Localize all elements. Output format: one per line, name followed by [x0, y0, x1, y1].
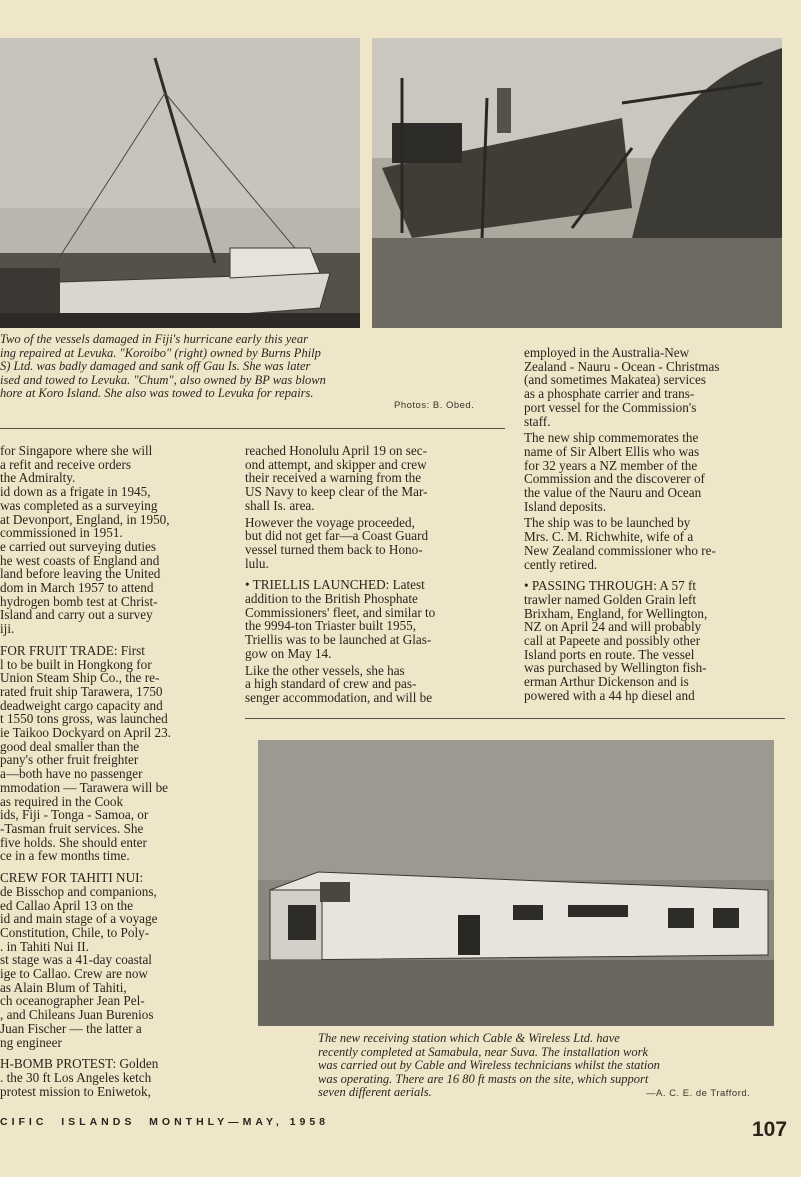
text-line: their received a warning from the [245, 470, 422, 486]
col2-para-triellis [245, 578, 505, 660]
text-line: protest mission to Eniwetok, [0, 1083, 151, 1099]
caption-line: hore at Koro Island. She also was towed to Levuka for repairs. [0, 386, 314, 401]
text-line: . the 30 ft Los Angeles ketch [0, 1069, 152, 1085]
caption-line: ised and towed to Levuka. "Chum", also owned by BP was blown [0, 372, 326, 387]
text-line: land before leaving the United [0, 566, 161, 582]
text-line: at Devonport, England, in 1950, [0, 511, 170, 527]
text-line: id down as a frigate in 1945, [0, 484, 151, 500]
text-line: pany's other fruit freighter [0, 752, 139, 768]
text-line: name of Sir Albert Ellis who was [524, 443, 700, 459]
text-line: as a phosphate carrier and trans- [524, 386, 695, 402]
caption-line: seven different aerials. [318, 1085, 432, 1100]
text-line: Mrs. C. M. Richwhite, wife of a [524, 529, 694, 545]
column-2 [245, 444, 505, 708]
text-line: trawler named Golden Grain left [524, 591, 697, 607]
col1-para-h-bomb [0, 1057, 226, 1098]
text-line: (and sometimes Makatea) services [524, 372, 706, 388]
page-number: 107 [752, 1118, 788, 1141]
text-line: . in Tahiti Nui II. [0, 938, 89, 954]
text-line: addition to the British Phosphate [245, 591, 418, 607]
text-line: a refit and receive orders [0, 456, 132, 472]
text-line: dom in March 1957 to attend [0, 580, 154, 596]
col3-para-passing-through [524, 579, 786, 702]
photo-chum-image [372, 38, 782, 328]
text-line: ce in a few months time. [0, 848, 130, 864]
text-line: • TRIELLIS LAUNCHED: Latest [245, 577, 425, 593]
text-line: a high standard of crew and pas- [245, 676, 417, 692]
text-line: Commissioners' fleet, and similar to [245, 604, 436, 620]
text-line: H-BOMB PROTEST: Golden [0, 1056, 159, 1072]
text-line: vessel turned them back to Hono- [245, 541, 423, 557]
text-line: port vessel for the Commission's [524, 399, 697, 415]
mid-rule [245, 718, 785, 719]
col1-para-tahiti-nui [0, 871, 226, 1049]
text-line: ond attempt, and skipper and crew [245, 456, 427, 472]
text-line: CREW FOR TAHITI NUI: [0, 870, 144, 886]
column-1 [0, 444, 226, 1101]
photo-koroibo-image [0, 38, 360, 328]
photo-receiving-station-image [258, 740, 774, 1026]
text-line: l to be built in Hongkong for [0, 656, 152, 672]
text-line: erman Arthur Dickenson and is [524, 674, 689, 690]
text-line: senger accommodation, and will be [245, 689, 433, 705]
text-line: ng engineer [0, 1034, 62, 1050]
text-line: the 9994-ton Triaster built 1955, [245, 618, 417, 634]
caption-line: recently completed at Samabula, near Suva. The installation work [318, 1044, 649, 1059]
text-line: he west coasts of England and [0, 552, 160, 568]
text-line: Constitution, Chile, to Poly- [0, 924, 150, 940]
text-line: Brixham, England, for Wellington, [524, 605, 708, 621]
top-photo-credit: Photos: B. Obed. [394, 400, 475, 411]
text-line: FOR FRUIT TRADE: First [0, 642, 145, 658]
text-line: Commission and the discoverer of [524, 471, 705, 487]
top-caption-rule [0, 428, 505, 429]
text-line: Zealand - Nauru - Ocean - Christmas [524, 358, 720, 374]
caption-line: was operating. There are 16 80 ft masts on the site, which support [318, 1071, 649, 1086]
text-line: The new ship commemorates the [524, 430, 699, 446]
text-line: ids, Fiji - Tonga - Samoa, or [0, 807, 149, 823]
text-line: five holds. She should enter [0, 834, 147, 850]
text-line: reached Honolulu April 19 on sec- [245, 443, 428, 458]
text-line: as Alain Blum of Tahiti, [0, 979, 127, 995]
text-line: good deal smaller than the [0, 738, 140, 754]
caption-line: Two of the vessels damaged in Fiji's hurricane early this year [0, 332, 308, 346]
text-line: e carried out surveying duties [0, 538, 157, 554]
col1-para-fruit-trade [0, 644, 226, 863]
text-line: was completed as a surveying [0, 497, 158, 513]
text-line: Union Steam Ship Co., the re- [0, 670, 160, 686]
text-line: st stage was a 41-day coastal [0, 952, 152, 968]
caption-line: ing repaired at Levuka. "Koroibo" (right) owned by Burns Philp [0, 345, 321, 360]
text-line: commissioned in 1951. [0, 525, 123, 541]
text-line: shall Is. area. [245, 497, 315, 513]
text-line: iji. [0, 621, 15, 637]
text-line: Island ports en route. The vessel [524, 646, 695, 662]
photo-receiving-station [258, 740, 774, 1026]
text-line: Like the other vessels, she has [245, 662, 405, 678]
top-photo-caption [0, 333, 492, 401]
text-line: New Zealand commissioner who re- [524, 542, 716, 558]
col1-para-1 [0, 444, 226, 636]
text-line: NZ on April 24 and will probably [524, 619, 702, 635]
text-line: the value of the Nauru and Ocean [524, 485, 702, 501]
text-line: call at Papeete and possibly other [524, 633, 701, 649]
column-3 [524, 346, 786, 706]
text-line: t 1550 tons gross, was launched [0, 711, 168, 727]
running-footer: CIFIC ISLANDS MONTHLY—MAY, 1958 [0, 1116, 330, 1128]
text-line: Juan Fischer — the latter a [0, 1020, 142, 1036]
text-line: a—both have no passenger [0, 766, 143, 782]
text-line: hydrogen bomb test at Christ- [0, 593, 158, 609]
col3-para-2 [524, 431, 786, 513]
text-line: powered with a 44 hp diesel and [524, 687, 695, 703]
text-line: for Singapore where she will [0, 443, 153, 458]
text-line: gow on May 14. [245, 645, 332, 661]
text-line: ige to Callao. Crew are now [0, 966, 148, 982]
text-line: The ship was to be launched by [524, 515, 691, 531]
col3-para-1 [524, 346, 786, 428]
text-line: ie Taikoo Dockyard on April 23. [0, 725, 171, 741]
col2-para-2 [245, 516, 505, 571]
text-line: staff. [524, 413, 551, 429]
text-line: but did not get far—a Coast Guard [245, 528, 429, 544]
text-line: US Navy to keep clear of the Mar- [245, 484, 428, 500]
text-line: rated fruit ship Tarawera, 1750 [0, 683, 163, 699]
col3-para-3 [524, 516, 786, 571]
text-line: de Bisschop and companions, [0, 883, 157, 899]
text-line: cently retired. [524, 556, 598, 572]
text-line: as required in the Cook [0, 793, 124, 809]
text-line: id and main stage of a voyage [0, 911, 158, 927]
text-line: Triellis was to be launched at Glas- [245, 632, 432, 648]
caption-line: was carried out by Cable and Wireless technicians whilst the station [318, 1058, 660, 1073]
text-line: ed Callao April 13 on the [0, 897, 133, 913]
text-line: ch oceanographer Jean Pel- [0, 993, 145, 1009]
text-line: employed in the Australia-New [524, 345, 690, 360]
text-line: • PASSING THROUGH: A 57 ft [524, 578, 697, 594]
text-line: -Tasman fruit services. She [0, 820, 144, 836]
col2-para-1 [245, 444, 505, 513]
text-line: the Admiralty. [0, 470, 76, 486]
text-line: deadweight cargo capacity and [0, 697, 163, 713]
text-line: for 32 years a NZ member of the [524, 457, 698, 473]
text-line: Island deposits. [524, 498, 607, 514]
text-line: Island and carry out a survey [0, 607, 153, 623]
caption-line: S) Ltd. was badly damaged and sank off Gau Is. She was later [0, 359, 311, 374]
text-line: , and Chileans Juan Burenios [0, 1007, 154, 1023]
col2-para-4 [245, 664, 505, 705]
text-line: mmodation — Tarawera will be [0, 779, 169, 795]
caption-line: The new receiving station which Cable & Wireless Ltd. have [318, 1031, 620, 1045]
bottom-photo-credit: —A. C. E. de Trafford. [646, 1088, 751, 1099]
text-line: lulu. [245, 555, 269, 571]
photo-koroibo [0, 38, 360, 328]
text-line: was purchased by Wellington fish- [524, 660, 707, 676]
text-line: However the voyage proceeded, [245, 514, 415, 530]
photo-chum [372, 38, 782, 328]
